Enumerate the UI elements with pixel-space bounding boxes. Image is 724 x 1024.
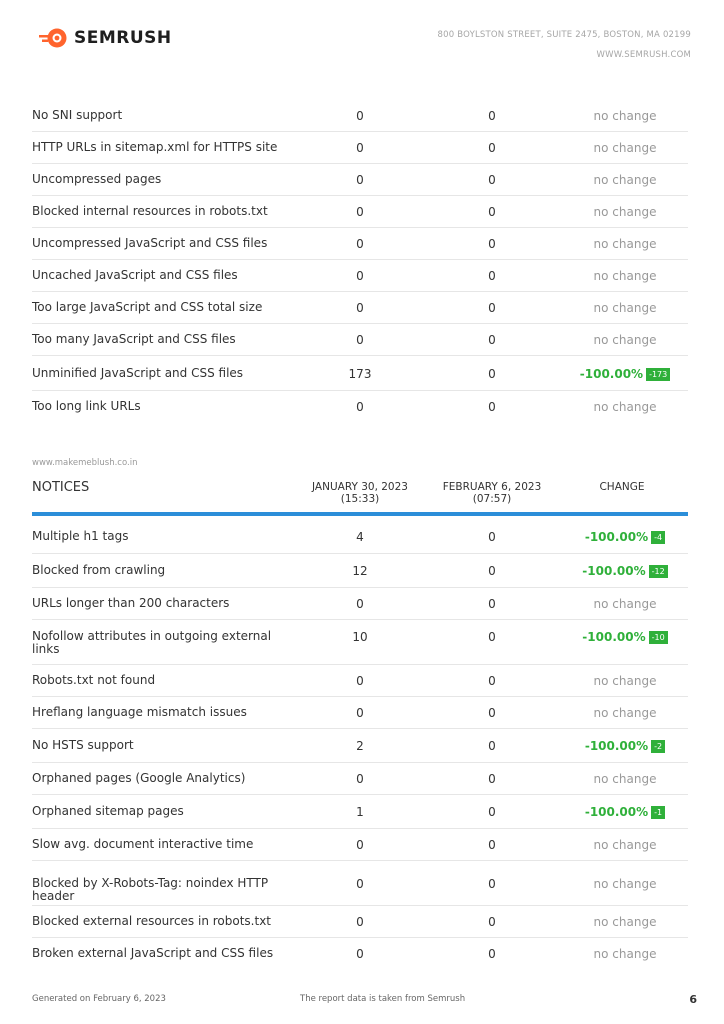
issue-name: No HSTS support [32, 738, 134, 752]
brand-name: SEMRUSH [74, 28, 172, 48]
value-date-a: 12 [352, 564, 368, 578]
notices-title: NOTICES [32, 480, 90, 495]
site-url: www.makemeblush.co.in [32, 458, 138, 468]
value-date-b: 0 [488, 205, 496, 219]
change-cell [552, 301, 698, 315]
change-count-badge: -4 [651, 531, 665, 544]
change-cell [552, 400, 698, 414]
column-header-date-b-label: FEBRUARY 6, 2023 [442, 481, 542, 493]
change-cell [552, 877, 698, 891]
issues-table-continued [32, 100, 688, 423]
change-text: no change [593, 772, 657, 786]
value-date-b: 0 [488, 269, 496, 283]
change-cell [552, 173, 698, 187]
value-date-a: 4 [356, 530, 364, 544]
change-count-badge: -2 [651, 740, 665, 753]
column-header-date-b [432, 481, 552, 505]
table-row [32, 829, 688, 861]
issue-name: HTTP URLs in sitemap.xml for HTTPS site [32, 140, 278, 154]
change-cell [552, 772, 698, 786]
table-row [32, 861, 688, 906]
change-count-badge: -12 [649, 565, 668, 578]
issue-name: Broken external JavaScript and CSS files [32, 946, 274, 960]
table-row [32, 356, 688, 391]
issue-name: No SNI support [32, 108, 123, 122]
column-header-date-a [300, 481, 420, 505]
value-date-a: 0 [356, 141, 364, 155]
value-date-a: 1 [356, 805, 364, 819]
change-cell [552, 109, 698, 123]
table-row [32, 665, 688, 697]
value-date-b: 0 [488, 805, 496, 819]
change-cell [552, 367, 698, 381]
issue-name: Unminified JavaScript and CSS files [32, 366, 244, 380]
table-row [32, 100, 688, 132]
value-date-a: 173 [348, 367, 372, 381]
change-cell [552, 915, 698, 929]
change-text: no change [593, 706, 657, 720]
change-cell [552, 237, 698, 251]
value-date-b: 0 [488, 630, 496, 644]
change-text: no change [593, 173, 657, 187]
value-date-b: 0 [488, 674, 496, 688]
issue-name: Too long link URLs [32, 399, 141, 413]
issue-name: Multiple h1 tags [32, 529, 129, 543]
value-date-a: 0 [356, 400, 364, 414]
table-row [32, 729, 688, 763]
value-date-b: 0 [488, 141, 496, 155]
value-date-a: 2 [356, 739, 364, 753]
value-date-b: 0 [488, 706, 496, 720]
change-cell [552, 630, 698, 644]
company-address-block [438, 25, 691, 65]
table-row [32, 228, 688, 260]
value-date-a: 0 [356, 706, 364, 720]
semrush-flame-icon [38, 26, 70, 50]
notices-header [32, 476, 688, 516]
issue-name: Orphaned pages (Google Analytics) [32, 771, 246, 785]
table-row [32, 260, 688, 292]
column-header-date-b-time: (07:57) [472, 493, 512, 505]
value-date-b: 0 [488, 173, 496, 187]
change-cell [552, 597, 698, 611]
value-date-b: 0 [488, 109, 496, 123]
value-date-a: 0 [356, 333, 364, 347]
table-row [32, 554, 688, 588]
change-cell [552, 947, 698, 961]
value-date-a: 0 [356, 915, 364, 929]
change-cell [552, 739, 698, 753]
issue-name: Hreflang language mismatch issues [32, 705, 247, 719]
table-row [32, 292, 688, 324]
value-date-a: 0 [356, 772, 364, 786]
change-percent: -100.00% [584, 530, 649, 544]
issue-name: Blocked internal resources in robots.txt [32, 204, 268, 218]
column-header-date-a-time: (15:33) [340, 493, 380, 505]
table-row [32, 520, 688, 554]
value-date-a: 10 [352, 630, 368, 644]
value-date-b: 0 [488, 301, 496, 315]
table-row [32, 906, 688, 938]
change-cell [552, 530, 698, 544]
value-date-a: 0 [356, 597, 364, 611]
page-number: 6 [689, 993, 697, 1006]
table-row [32, 324, 688, 356]
change-text: no change [593, 269, 657, 283]
change-text: no change [593, 877, 657, 891]
change-text: no change [593, 597, 657, 611]
change-cell [552, 706, 698, 720]
change-text: no change [593, 400, 657, 414]
issue-name: Orphaned sitemap pages [32, 804, 184, 818]
change-text: no change [593, 301, 657, 315]
change-text: no change [593, 674, 657, 688]
change-cell [552, 269, 698, 283]
notices-table [32, 520, 688, 970]
change-cell [552, 141, 698, 155]
issue-name: Uncompressed JavaScript and CSS files [32, 236, 268, 250]
change-percent: -100.00% [584, 805, 649, 819]
value-date-a: 0 [356, 674, 364, 688]
table-row [32, 763, 688, 795]
change-cell [552, 805, 698, 819]
table-row [32, 620, 688, 665]
value-date-b: 0 [488, 915, 496, 929]
value-date-b: 0 [488, 237, 496, 251]
value-date-b: 0 [488, 877, 496, 891]
value-date-a: 0 [356, 269, 364, 283]
value-date-b: 0 [488, 564, 496, 578]
change-cell [552, 205, 698, 219]
table-row [32, 938, 688, 970]
change-text: no change [593, 205, 657, 219]
value-date-b: 0 [488, 772, 496, 786]
value-date-a: 0 [356, 877, 364, 891]
change-text: no change [593, 237, 657, 251]
change-cell [552, 674, 698, 688]
issue-name: Blocked external resources in robots.txt [32, 914, 272, 928]
change-cell [552, 838, 698, 852]
semrush-logo [38, 26, 172, 50]
value-date-b: 0 [488, 947, 496, 961]
issue-name: Robots.txt not found [32, 673, 156, 687]
value-date-a: 0 [356, 109, 364, 123]
value-date-b: 0 [488, 739, 496, 753]
change-percent: -100.00% [584, 739, 649, 753]
issue-name: Too large JavaScript and CSS total size [32, 300, 263, 314]
table-row [32, 588, 688, 620]
table-row [32, 196, 688, 228]
column-header-date-a-label: JANUARY 30, 2023 [312, 481, 408, 493]
generated-date: Generated on February 6, 2023 [32, 994, 166, 1004]
value-date-a: 0 [356, 838, 364, 852]
change-count-badge: -10 [649, 631, 668, 644]
value-date-b: 0 [488, 838, 496, 852]
table-row [32, 697, 688, 729]
issue-name: Uncompressed pages [32, 172, 162, 186]
change-cell [552, 333, 698, 347]
page-header [0, 0, 724, 80]
change-text: no change [593, 109, 657, 123]
issue-name: Blocked by X-Robots-Tag: noindex HTTP header [32, 876, 269, 903]
issue-name: Too many JavaScript and CSS files [32, 332, 236, 346]
change-text: no change [593, 915, 657, 929]
value-date-a: 0 [356, 301, 364, 315]
table-row [32, 795, 688, 829]
change-percent: -100.00% [579, 367, 644, 381]
value-date-a: 0 [356, 173, 364, 187]
change-text: no change [593, 333, 657, 347]
table-row [32, 391, 688, 423]
value-date-b: 0 [488, 530, 496, 544]
change-text: no change [593, 947, 657, 961]
value-date-b: 0 [488, 367, 496, 381]
data-source-note: The report data is taken from Semrush [300, 994, 466, 1004]
change-count-badge: -173 [646, 368, 670, 381]
issue-name: Blocked from crawling [32, 563, 166, 577]
table-row [32, 132, 688, 164]
company-address: 800 BOYLSTON STREET, SUITE 2475, BOSTON, MA 02199 [437, 30, 691, 40]
column-header-change: CHANGE [599, 481, 645, 493]
change-percent: -100.00% [582, 630, 646, 644]
change-text: no change [593, 141, 657, 155]
issue-name: Uncached JavaScript and CSS files [32, 268, 238, 282]
issue-name: URLs longer than 200 characters [32, 596, 230, 610]
issue-name: Nofollow attributes in outgoing external links [32, 629, 272, 656]
value-date-b: 0 [488, 400, 496, 414]
value-date-b: 0 [488, 333, 496, 347]
value-date-a: 0 [356, 205, 364, 219]
value-date-a: 0 [356, 237, 364, 251]
change-count-badge: -1 [651, 806, 665, 819]
value-date-b: 0 [488, 597, 496, 611]
value-date-a: 0 [356, 947, 364, 961]
issue-name: Slow avg. document interactive time [32, 837, 254, 851]
company-website: WWW.SEMRUSH.COM [596, 50, 691, 60]
change-cell [552, 564, 698, 578]
change-percent: -100.00% [582, 564, 646, 578]
table-row [32, 164, 688, 196]
change-text: no change [593, 838, 657, 852]
